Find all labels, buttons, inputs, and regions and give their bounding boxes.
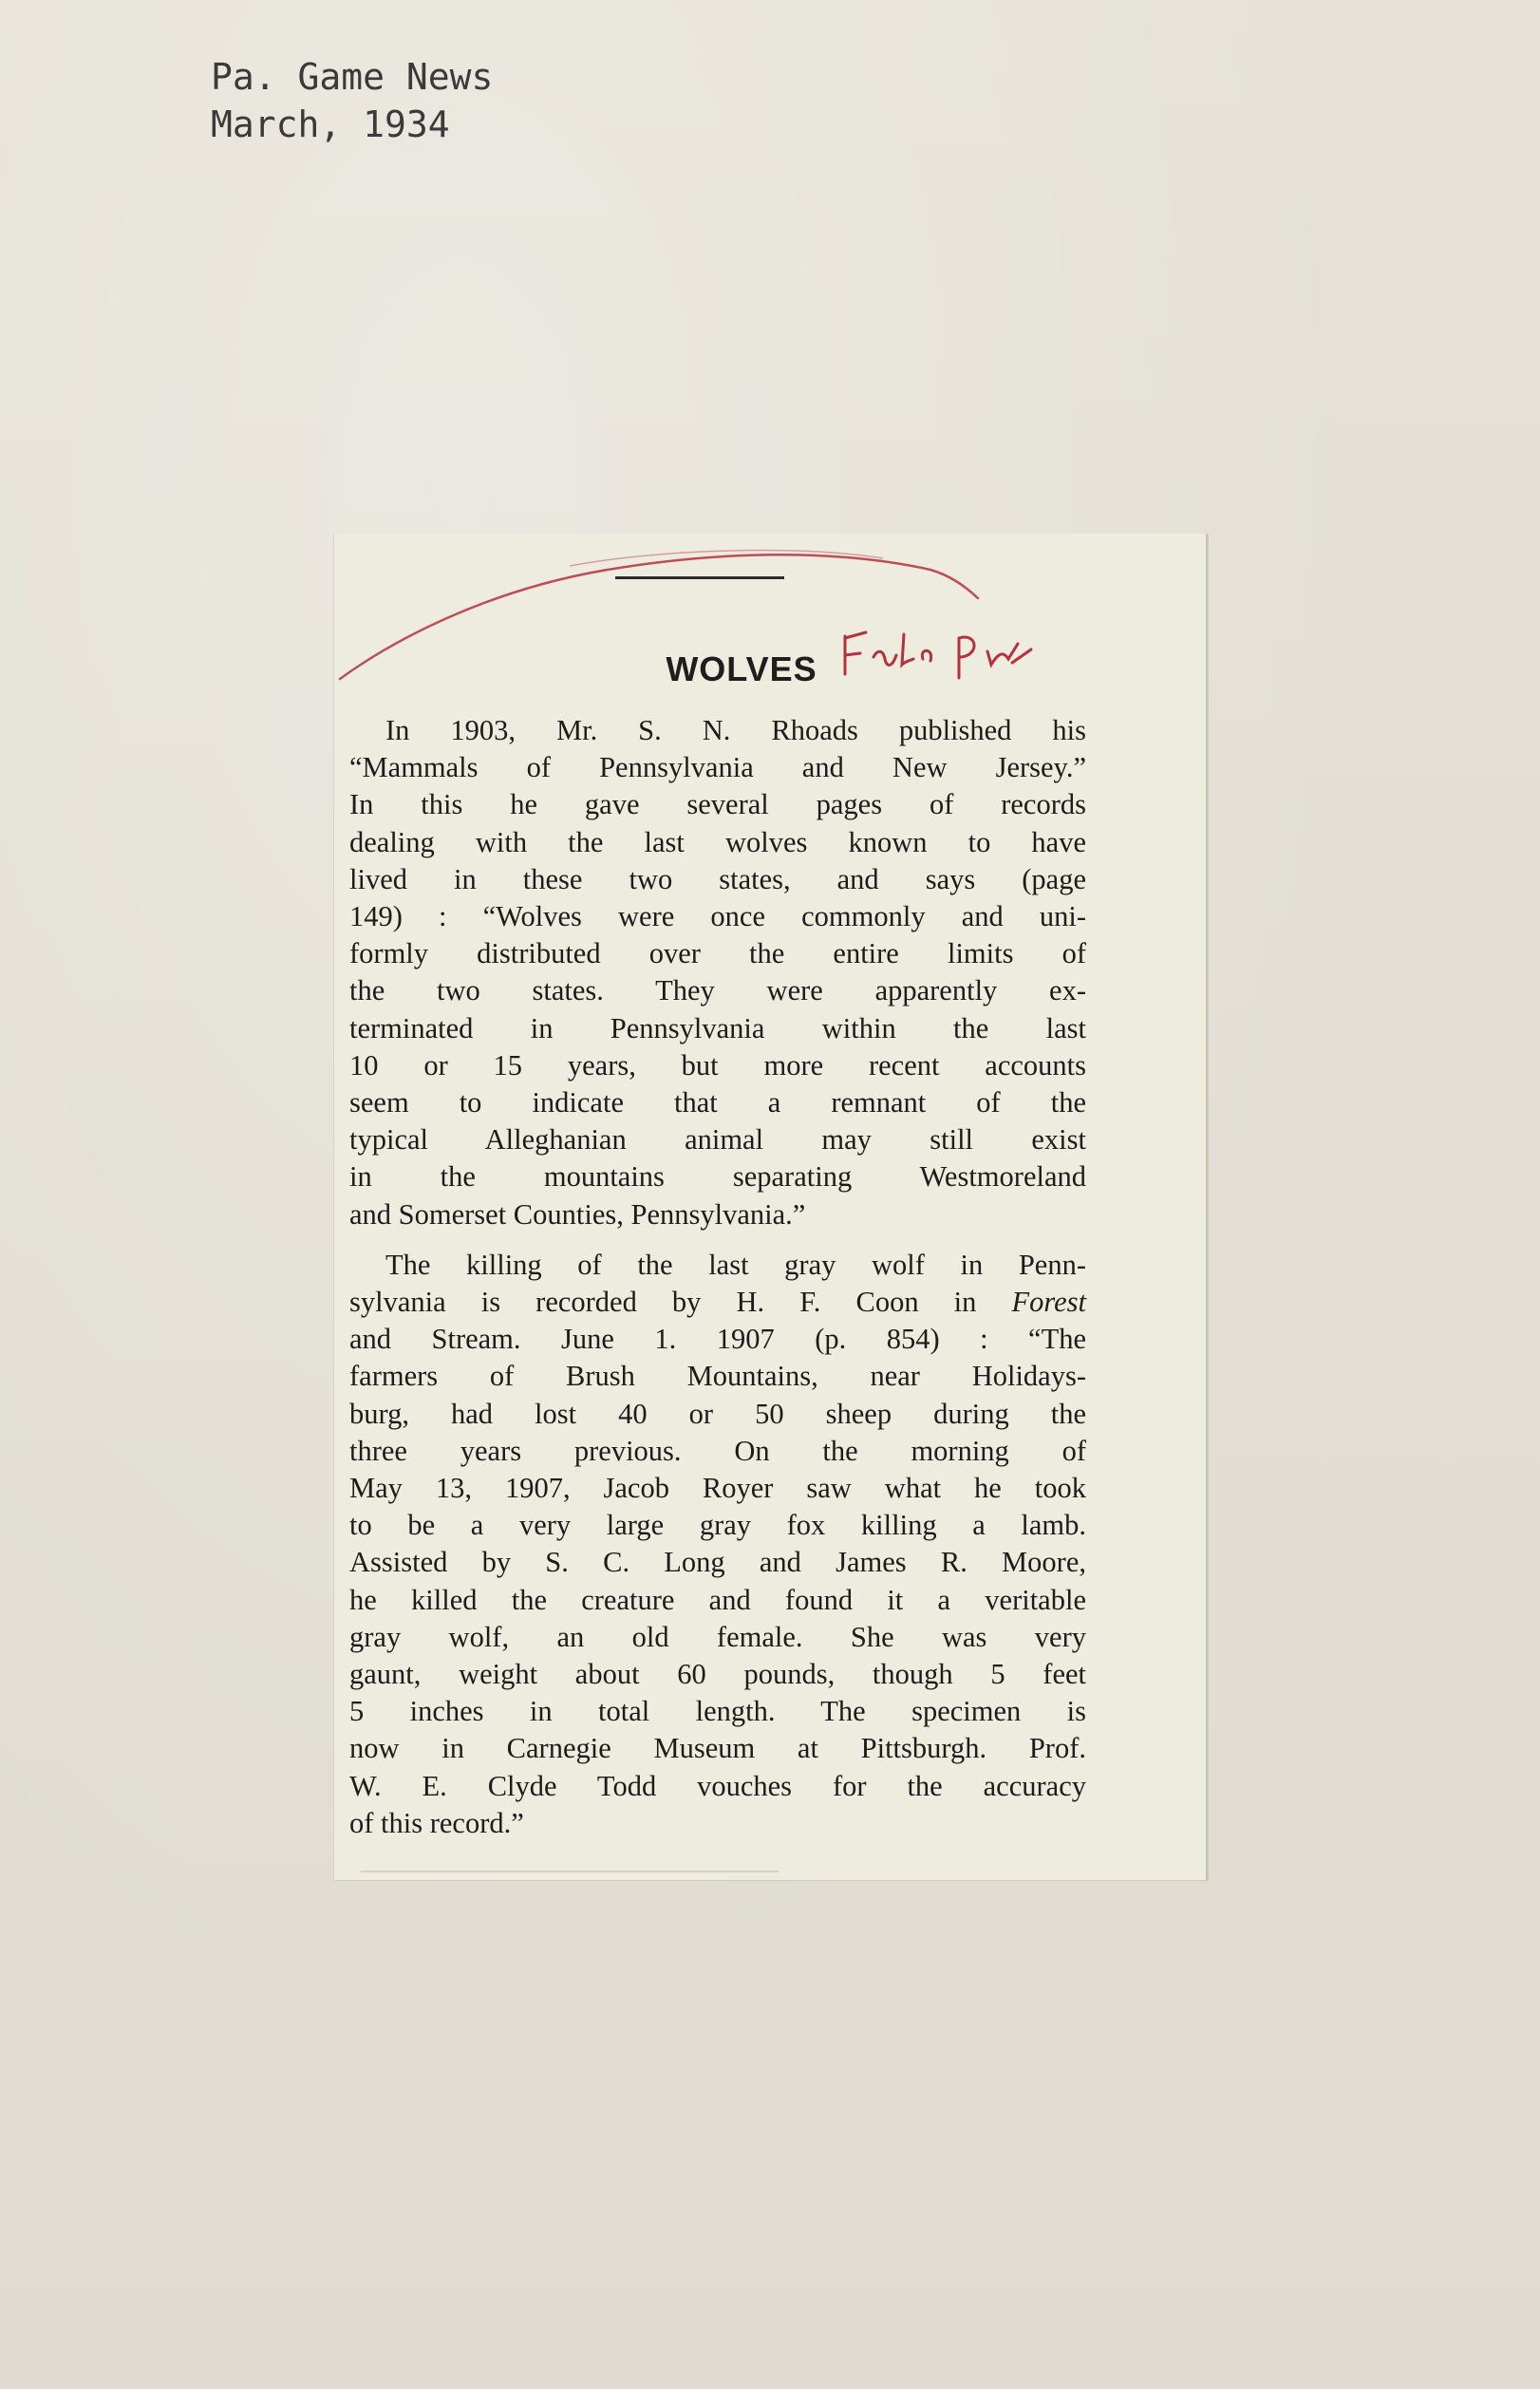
newspaper-clipping — [334, 534, 1208, 1880]
text-line: to be a very large gray fox killing a lamb. — [349, 1509, 1086, 1542]
title-rule — [615, 576, 784, 579]
source-publication: Pa. Game News — [211, 56, 494, 98]
text-line: three years previous. On the morning of — [349, 1434, 1086, 1467]
text-line: “Mammals of Pennsylvania and New Jersey.” — [349, 751, 1086, 784]
text-line: seem to indicate that a remnant of the — [349, 1086, 1086, 1119]
text-line: gaunt, weight about 60 pounds, though 5 feet — [349, 1658, 1086, 1691]
text-line: formly distributed over the entire limits of — [349, 937, 1086, 970]
text-line: gray wolf, an old female. She was very — [349, 1620, 1086, 1653]
text-line: lived in these two states, and says (page — [349, 862, 1086, 895]
article-paragraph-1 — [349, 712, 1086, 1233]
text-line: now in Carnegie Museum at Pittsburgh. Prof. — [349, 1732, 1086, 1765]
italic-journal-name: Forest — [1011, 1286, 1086, 1319]
text-line: and Stream. June 1. 1907 (p. 854) : “The — [349, 1323, 1086, 1356]
text-line: W. E. Clyde Todd vouches for the accuracy — [349, 1769, 1086, 1802]
text-line: burg, had lost 40 or 50 sheep during the — [349, 1397, 1086, 1430]
text-segment: sylvania is recorded by H. F. Coon in — [349, 1286, 977, 1319]
text-line: May 13, 1907, Jacob Royer saw what he took — [349, 1472, 1086, 1505]
text-line: Assisted by S. C. Long and James R. Moore, — [349, 1546, 1086, 1579]
text-line: terminated in Pennsylvania within the last — [349, 1011, 1086, 1044]
source-date: March, 1934 — [211, 103, 450, 145]
text-line: the two states. They were apparently ex- — [349, 974, 1086, 1007]
text-line: farmers of Brush Mountains, near Holidays- — [349, 1360, 1086, 1393]
clipping-bottom-edge — [361, 1871, 779, 1872]
article-title: WOLVES — [666, 649, 817, 688]
text-line: dealing with the last wolves known to have — [349, 825, 1086, 858]
text-line: In this he gave several pages of records — [349, 788, 1086, 821]
text-line: typical Alleghanian animal may still exist — [349, 1123, 1086, 1157]
text-line: The killing of the last gray wolf in Penn- — [385, 1248, 1086, 1281]
text-line: of this record.” — [349, 1806, 524, 1839]
text-line: 10 or 15 years, but more recent accounts — [349, 1048, 1086, 1082]
text-line: In 1903, Mr. S. N. Rhoads published his — [385, 714, 1086, 746]
text-line: in the mountains separating Westmoreland — [349, 1160, 1086, 1194]
article-body — [349, 712, 1086, 1855]
text-line: and Somerset Counties, Pennsylvania.” — [349, 1197, 806, 1231]
text-line-with-italic — [349, 1284, 1086, 1321]
text-line: he killed the creature and found it a veritable — [349, 1583, 1086, 1616]
typed-source-header — [211, 53, 493, 148]
handwritten-note-file-pix — [836, 617, 1063, 693]
article-paragraph-2 — [349, 1247, 1086, 1842]
text-line: 149) : “Wolves were once commonly and uni- — [349, 900, 1086, 933]
text-line: 5 inches in total length. The specimen is — [349, 1695, 1086, 1728]
